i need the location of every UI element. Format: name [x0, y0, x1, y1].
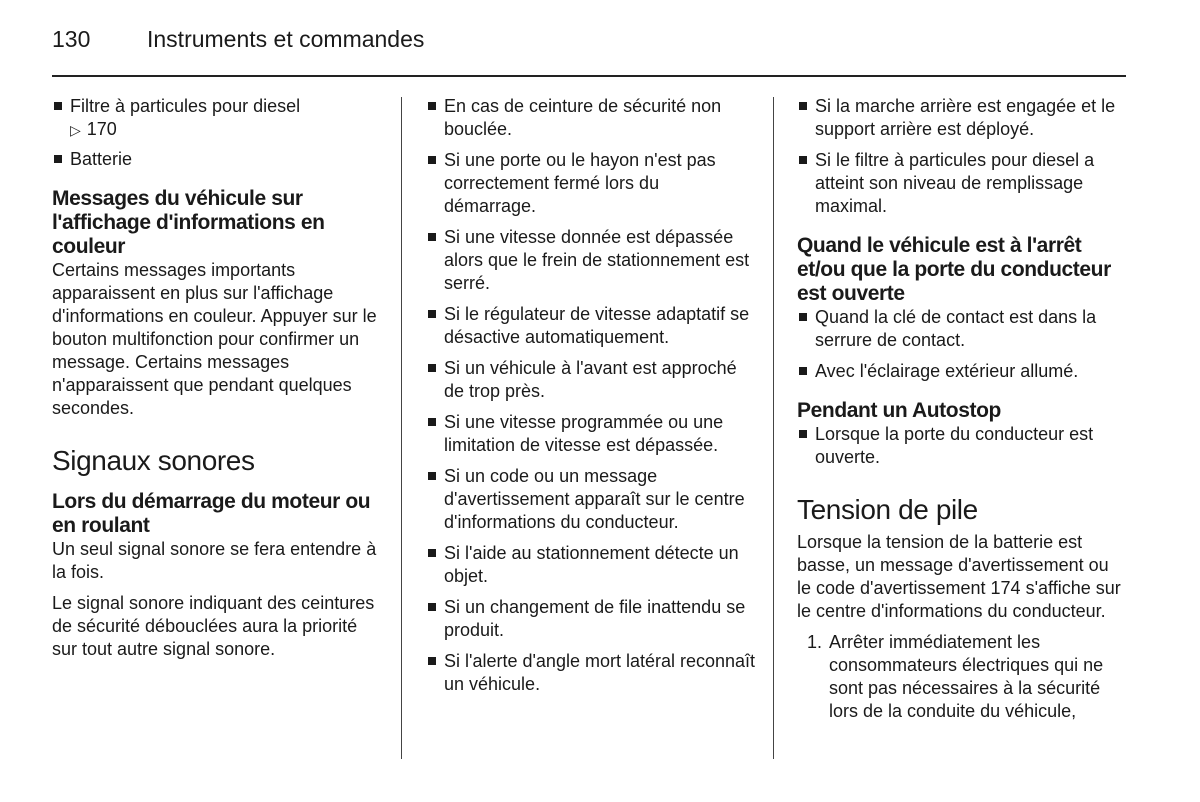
step-number: 1.	[807, 632, 823, 652]
page-number: 130	[52, 26, 91, 52]
list-item: Filtre à particules pour diesel ▷ 170	[52, 95, 382, 142]
list-item: Si l'aide au stationnement détecte un objet.	[426, 542, 756, 588]
list-item: Si une vitesse programmée ou une limitation de vitesse est dépassée.	[426, 411, 756, 457]
paragraph: Un seul signal sonore se fera entendre à la fois.	[52, 539, 377, 582]
bullet-square-icon	[428, 102, 436, 110]
bullet-square-icon	[428, 156, 436, 164]
column-3	[797, 95, 1127, 723]
list-item: Si un véhicule à l'avant est approché de trop près.	[426, 357, 756, 403]
numbered-step	[797, 631, 1127, 723]
bullet-square-icon	[799, 102, 807, 110]
bullet-square-icon	[799, 313, 807, 321]
section-heading: Pendant un Autostop	[797, 399, 1001, 422]
cross-reference[interactable]: ▷ 170	[70, 119, 117, 139]
column-divider-2	[773, 97, 774, 759]
bullet-square-icon	[799, 367, 807, 375]
section-heading: Lors du démarrage du moteur ou en roulant	[52, 490, 371, 537]
list-item: Lorsque la porte du conducteur est ouverte.	[797, 423, 1127, 469]
chapter-title: Instruments et commandes	[147, 26, 425, 52]
list-item: Si un code ou un message d'avertissement apparaît sur le centre d'informations du conducteur.	[426, 465, 756, 534]
bullet-square-icon	[54, 155, 62, 163]
column-divider-1	[401, 97, 402, 759]
list-item: Si la marche arrière est engagée et le support arrière est déployé.	[797, 95, 1127, 141]
page-header	[52, 26, 424, 56]
bullet-square-icon	[54, 102, 62, 110]
section-heading: Messages du véhicule sur l'affichage d'informations en couleur	[52, 187, 325, 258]
header-rule	[52, 75, 1126, 77]
bullet-square-icon	[428, 310, 436, 318]
bullet-square-icon	[428, 603, 436, 611]
bullet-square-icon	[428, 657, 436, 665]
list-item: Si un changement de file inattendu se produit.	[426, 596, 756, 642]
list-item: Si le régulateur de vitesse adaptatif se désactive automatiquement.	[426, 303, 756, 349]
paragraph: Certains messages importants apparaissent en plus sur l'affichage d'informations en couleur. Appuyer sur le bouton multifonction pour confirmer un message. Certains messages n'apparaissent que pendant quelques secondes.	[52, 260, 377, 418]
list-item: Batterie	[52, 148, 382, 171]
step-text: Arrêter immédiatement les consommateurs électriques qui ne sont pas nécessaires à la sécurité lors de la conduite du véhicule,	[829, 632, 1104, 721]
list-item: Si une vitesse donnée est dépassée alors que le frein de stationnement est serré.	[426, 226, 756, 295]
bullet-square-icon	[428, 472, 436, 480]
bullet-square-icon	[799, 156, 807, 164]
list-item: En cas de ceinture de sécurité non bouclée.	[426, 95, 756, 141]
bullet-square-icon	[428, 418, 436, 426]
list-item: Si le filtre à particules pour diesel a atteint son niveau de remplissage maximal.	[797, 149, 1127, 218]
section-title: Tension de pile	[797, 494, 978, 525]
column-2	[426, 95, 756, 704]
list-item: Quand la clé de contact est dans la serrure de contact.	[797, 306, 1127, 352]
list-item: Si l'alerte d'angle mort latéral reconnaît un véhicule.	[426, 650, 756, 696]
bullet-square-icon	[428, 233, 436, 241]
arrow-right-icon: ▷	[70, 122, 81, 138]
bullet-square-icon	[799, 430, 807, 438]
paragraph: Lorsque la tension de la batterie est basse, un message d'avertissement ou le code d'avertissement 174 s'affiche sur le centre d'informations du conducteur.	[797, 532, 1121, 621]
list-item: Avec l'éclairage extérieur allumé.	[797, 360, 1127, 383]
list-item: Si une porte ou le hayon n'est pas correctement fermé lors du démarrage.	[426, 149, 756, 218]
bullet-square-icon	[428, 549, 436, 557]
section-title: Signaux sonores	[52, 445, 255, 476]
section-heading: Quand le véhicule est à l'arrêt et/ou que la porte du conducteur est ouverte	[797, 234, 1111, 305]
paragraph: Le signal sonore indiquant des ceintures de sécurité débouclées aura la priorité sur tout autre signal sonore.	[52, 593, 375, 659]
column-1	[52, 95, 382, 661]
bullet-square-icon	[428, 364, 436, 372]
